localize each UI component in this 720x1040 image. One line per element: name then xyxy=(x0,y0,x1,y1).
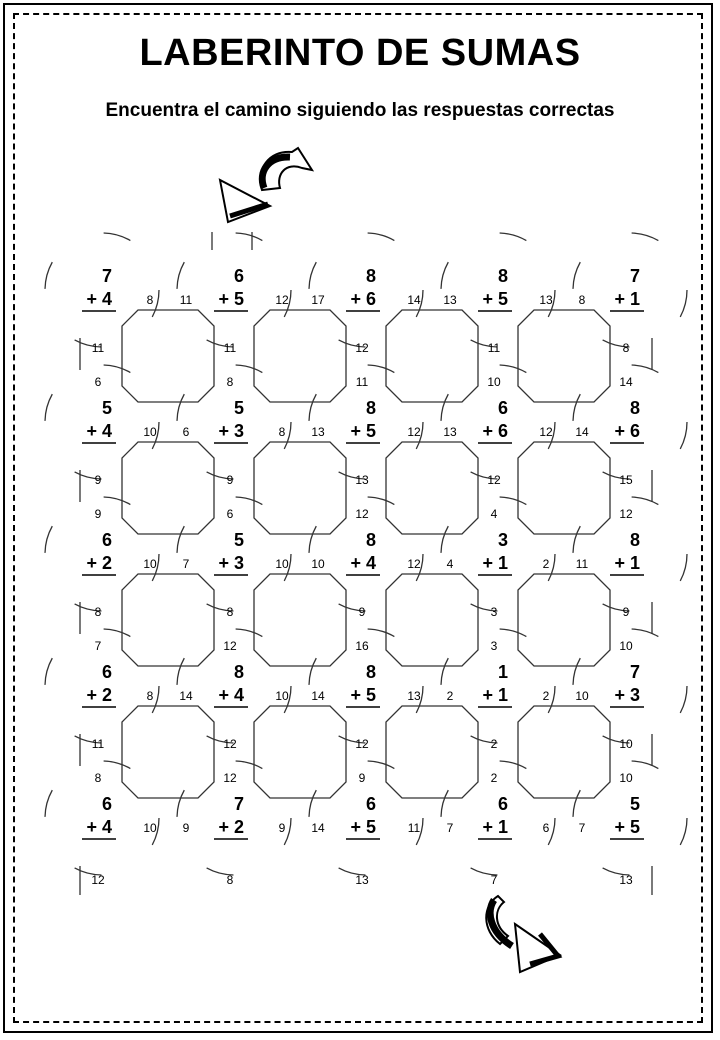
problem-addend: 5 xyxy=(233,530,244,550)
maze-inner-wall xyxy=(122,706,214,798)
answer-choice: 12 xyxy=(91,873,105,887)
answer-choice: 13 xyxy=(539,293,553,307)
answer-choice: 2 xyxy=(490,737,498,751)
answer-choice: 12 xyxy=(275,293,289,307)
problem-operand: + 4 xyxy=(350,553,376,573)
problem-operand: + 4 xyxy=(86,289,112,309)
problem-operand: + 4 xyxy=(218,685,244,705)
answer-choice: 17 xyxy=(311,293,325,307)
answer-choice: 12 xyxy=(355,507,369,521)
problem-addend: 7 xyxy=(629,266,640,286)
answer-choice: 14 xyxy=(179,689,193,703)
maze-inner-wall xyxy=(518,310,610,402)
maze-inner-wall xyxy=(122,310,214,402)
problem-operand: + 6 xyxy=(482,421,508,441)
problem-addend: 8 xyxy=(497,266,508,286)
answer-choice: 14 xyxy=(311,689,325,703)
problem-addend: 8 xyxy=(629,398,640,418)
answer-choice: 11 xyxy=(91,737,105,751)
answer-choice: 10 xyxy=(487,375,501,389)
answer-choice: 15 xyxy=(619,473,633,487)
answer-choice: 11 xyxy=(179,293,193,307)
answer-choice: 9 xyxy=(94,473,102,487)
answer-choice: 12 xyxy=(487,473,501,487)
problem-operand: + 1 xyxy=(482,553,508,573)
answer-choice: 12 xyxy=(223,639,237,653)
maze-inner-wall xyxy=(386,574,478,666)
maze-inner-wall xyxy=(122,442,214,534)
problem-addend: 6 xyxy=(233,266,244,286)
answer-choice: 16 xyxy=(355,639,369,653)
maze-inner-wall xyxy=(518,442,610,534)
answer-choice: 12 xyxy=(407,425,421,439)
answer-choice: 7 xyxy=(446,821,454,835)
problem-operand: + 6 xyxy=(614,421,640,441)
answer-choice: 9 xyxy=(358,771,366,785)
answer-choice: 14 xyxy=(407,293,421,307)
answer-choice: 12 xyxy=(539,425,553,439)
answer-choice: 6 xyxy=(182,425,190,439)
answer-choice: 12 xyxy=(355,737,369,751)
answer-choice: 14 xyxy=(575,425,589,439)
answer-choice: 7 xyxy=(578,821,586,835)
answer-choice: 9 xyxy=(94,507,102,521)
problem-addend: 6 xyxy=(101,530,112,550)
answer-choice: 7 xyxy=(182,557,190,571)
answer-choice: 10 xyxy=(619,639,633,653)
answer-choice: 14 xyxy=(619,375,633,389)
answer-choice: 10 xyxy=(619,771,633,785)
problem-operand: + 1 xyxy=(614,289,640,309)
problem-addend: 8 xyxy=(365,530,376,550)
problem-operand: + 3 xyxy=(614,685,640,705)
answer-choice: 10 xyxy=(143,557,157,571)
maze-inner-wall xyxy=(518,574,610,666)
answer-choice: 3 xyxy=(490,639,498,653)
problem-operand: + 3 xyxy=(218,421,244,441)
answer-choice: 7 xyxy=(490,873,498,887)
problem-operand: + 5 xyxy=(218,289,244,309)
answer-choice: 11 xyxy=(355,375,369,389)
maze-inner-wall xyxy=(122,574,214,666)
answer-choice: 12 xyxy=(223,737,237,751)
answer-choice: 12 xyxy=(223,771,237,785)
answer-choice: 10 xyxy=(275,689,289,703)
answer-choice: 8 xyxy=(226,873,234,887)
answer-choice: 10 xyxy=(575,689,589,703)
problem-operand: + 1 xyxy=(482,685,508,705)
answer-choice: 11 xyxy=(575,557,589,571)
problem-addend: 8 xyxy=(365,398,376,418)
maze-inner-wall xyxy=(254,310,346,402)
answer-choice: 10 xyxy=(311,557,325,571)
problem-addend: 6 xyxy=(365,794,376,814)
answer-choice: 8 xyxy=(94,771,102,785)
answer-choice: 8 xyxy=(146,689,154,703)
answer-choice: 13 xyxy=(355,473,369,487)
answer-choice: 13 xyxy=(355,873,369,887)
problem-addend: 5 xyxy=(629,794,640,814)
answer-choice: 13 xyxy=(443,293,457,307)
problem-operand: + 1 xyxy=(482,817,508,837)
problem-operand: + 4 xyxy=(86,421,112,441)
problem-addend: 1 xyxy=(497,662,508,682)
answer-choice: 10 xyxy=(143,425,157,439)
answer-choice: 9 xyxy=(182,821,190,835)
answer-choice: 6 xyxy=(542,821,550,835)
answer-choice: 9 xyxy=(358,605,366,619)
answer-choice: 4 xyxy=(490,507,498,521)
answer-choice: 6 xyxy=(226,507,234,521)
problem-addend: 8 xyxy=(233,662,244,682)
problem-operand: + 5 xyxy=(350,421,376,441)
maze-inner-wall xyxy=(518,706,610,798)
problem-operand: + 6 xyxy=(350,289,376,309)
answer-choice: 9 xyxy=(622,605,630,619)
problem-addend: 5 xyxy=(101,398,112,418)
problem-operand: + 2 xyxy=(218,817,244,837)
page-subtitle: Encuentra el camino siguiendo las respuestas correctas xyxy=(105,100,615,121)
answer-choice: 8 xyxy=(226,375,234,389)
problem-operand: + 2 xyxy=(86,553,112,573)
answer-choice: 8 xyxy=(226,605,234,619)
curved-arrow-down-left-icon xyxy=(220,148,312,222)
problem-operand: + 5 xyxy=(350,817,376,837)
answer-choice: 13 xyxy=(443,425,457,439)
answer-choice: 12 xyxy=(355,341,369,355)
answer-choice: 2 xyxy=(490,771,498,785)
answer-choice: 9 xyxy=(226,473,234,487)
problem-operand: + 2 xyxy=(86,685,112,705)
problem-operand: + 5 xyxy=(350,685,376,705)
answer-choice: 12 xyxy=(619,507,633,521)
answer-choice: 8 xyxy=(146,293,154,307)
answer-choice: 11 xyxy=(223,341,237,355)
answer-choice: 7 xyxy=(94,639,102,653)
problem-operand: + 5 xyxy=(614,817,640,837)
maze-inner-wall xyxy=(386,706,478,798)
problem-addend: 7 xyxy=(629,662,640,682)
answer-choice: 13 xyxy=(311,425,325,439)
answer-choice: 12 xyxy=(407,557,421,571)
answer-choice: 11 xyxy=(407,821,421,835)
maze-inner-wall xyxy=(386,442,478,534)
answer-choice: 9 xyxy=(278,821,286,835)
problem-addend: 3 xyxy=(497,530,508,550)
answer-choice: 13 xyxy=(619,873,633,887)
problem-addend: 8 xyxy=(365,266,376,286)
problem-operand: + 3 xyxy=(218,553,244,573)
problem-addend: 8 xyxy=(629,530,640,550)
problem-addend: 5 xyxy=(233,398,244,418)
answer-choice: 13 xyxy=(407,689,421,703)
answer-choice: 6 xyxy=(94,375,102,389)
problem-addend: 6 xyxy=(101,794,112,814)
answer-choice: 3 xyxy=(490,605,498,619)
problem-operand: + 4 xyxy=(86,817,112,837)
answer-choice: 11 xyxy=(487,341,501,355)
answer-choice: 8 xyxy=(278,425,286,439)
answer-choice: 2 xyxy=(446,689,454,703)
problem-addend: 7 xyxy=(233,794,244,814)
maze-inner-wall xyxy=(386,310,478,402)
problem-operand: + 1 xyxy=(614,553,640,573)
answer-choice: 14 xyxy=(311,821,325,835)
answer-choice: 4 xyxy=(446,557,454,571)
problem-addend: 8 xyxy=(365,662,376,682)
problem-addend: 6 xyxy=(101,662,112,682)
answer-choice: 10 xyxy=(619,737,633,751)
answer-choice: 10 xyxy=(143,821,157,835)
maze-inner-wall xyxy=(254,442,346,534)
answer-choice: 2 xyxy=(542,689,550,703)
answer-choice: 2 xyxy=(542,557,550,571)
problem-addend: 6 xyxy=(497,794,508,814)
problem-addend: 7 xyxy=(101,266,112,286)
answer-choice: 11 xyxy=(91,341,105,355)
maze-inner-wall xyxy=(254,706,346,798)
page-title: LABERINTO DE SUMAS xyxy=(139,32,581,74)
answer-choice: 8 xyxy=(94,605,102,619)
answer-choice: 8 xyxy=(578,293,586,307)
curved-arrow-down-right-icon xyxy=(486,896,560,972)
maze-inner-wall xyxy=(254,574,346,666)
problem-operand: + 5 xyxy=(482,289,508,309)
answer-choice: 10 xyxy=(275,557,289,571)
answer-choice: 8 xyxy=(622,341,630,355)
problem-addend: 6 xyxy=(497,398,508,418)
